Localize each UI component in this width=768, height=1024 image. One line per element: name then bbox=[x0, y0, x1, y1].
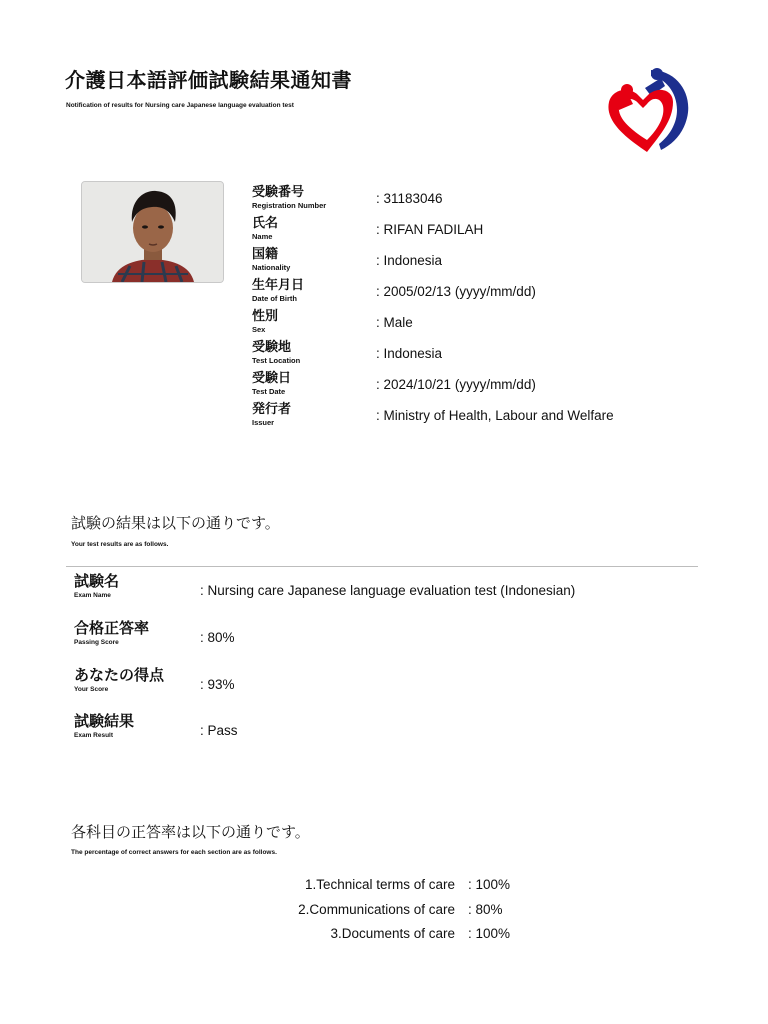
results-divider bbox=[66, 566, 698, 567]
passing-score-value: : 80% bbox=[200, 630, 235, 645]
exam-result-value: : Pass bbox=[200, 723, 238, 738]
section-score-documents: : 100% bbox=[468, 926, 511, 941]
section-score-technical-terms: : 100% bbox=[468, 877, 511, 892]
test-location-label: 受験地 Test Location bbox=[252, 340, 301, 365]
candidate-photo bbox=[81, 181, 224, 283]
name-label: 氏名 Name bbox=[252, 216, 279, 241]
test-date-label: 受験日 Test Date bbox=[252, 371, 292, 396]
sections-subheading: The percentage of correct answers for each section are as follows. bbox=[71, 849, 277, 856]
registration-number-value: : 31183046 bbox=[376, 191, 443, 206]
exam-result-label: 試験結果 Exam Result bbox=[74, 712, 135, 739]
document-subtitle: Notification of results for Nursing care Japanese language evaluation test bbox=[66, 102, 294, 109]
sections-heading: 各科目の正答率は以下の通りです。 bbox=[71, 823, 310, 841]
your-score-value: : 93% bbox=[200, 677, 235, 692]
exam-name-label: 試験名 Exam Name bbox=[74, 572, 120, 599]
your-score-label: あなたの得点 Your Score bbox=[74, 666, 165, 693]
section-name-technical-terms: 1.Technical terms of care bbox=[304, 877, 455, 892]
results-subheading: Your test results are as follows. bbox=[71, 541, 169, 548]
mhlw-heart-logo-icon bbox=[603, 64, 691, 156]
issuer-value: : Ministry of Health, Labour and Welfare bbox=[376, 408, 614, 423]
test-date-value: : 2024/10/21 (yyyy/mm/dd) bbox=[376, 377, 536, 392]
results-heading: 試験の結果は以下の通りです。 bbox=[71, 514, 280, 532]
registration-number-label: 受験番号 Registration Number bbox=[252, 185, 327, 210]
section-name-communications: 2.Communications of care bbox=[298, 902, 455, 917]
nationality-label: 国籍 Nationality bbox=[252, 247, 291, 272]
document-title: 介護日本語評価試験結果通知書 bbox=[65, 68, 352, 92]
passing-score-label: 合格正答率 Passing Score bbox=[74, 619, 150, 646]
date-of-birth-label: 生年月日 Date of Birth bbox=[252, 278, 305, 303]
sex-label: 性別 Sex bbox=[252, 309, 279, 334]
exam-name-value: : Nursing care Japanese language evaluation test (Indonesian) bbox=[200, 583, 576, 598]
issuer-label: 発行者 Issuer bbox=[252, 402, 292, 427]
section-score-communications: : 80% bbox=[468, 902, 503, 917]
test-location-value: : Indonesia bbox=[376, 346, 443, 361]
section-name-documents: 3.Documents of care bbox=[330, 926, 455, 941]
date-of-birth-value: : 2005/02/13 (yyyy/mm/dd) bbox=[376, 284, 536, 299]
nationality-value: : Indonesia bbox=[376, 253, 443, 268]
name-value: : RIFAN FADILAH bbox=[376, 222, 484, 237]
sex-value: : Male bbox=[376, 315, 413, 330]
